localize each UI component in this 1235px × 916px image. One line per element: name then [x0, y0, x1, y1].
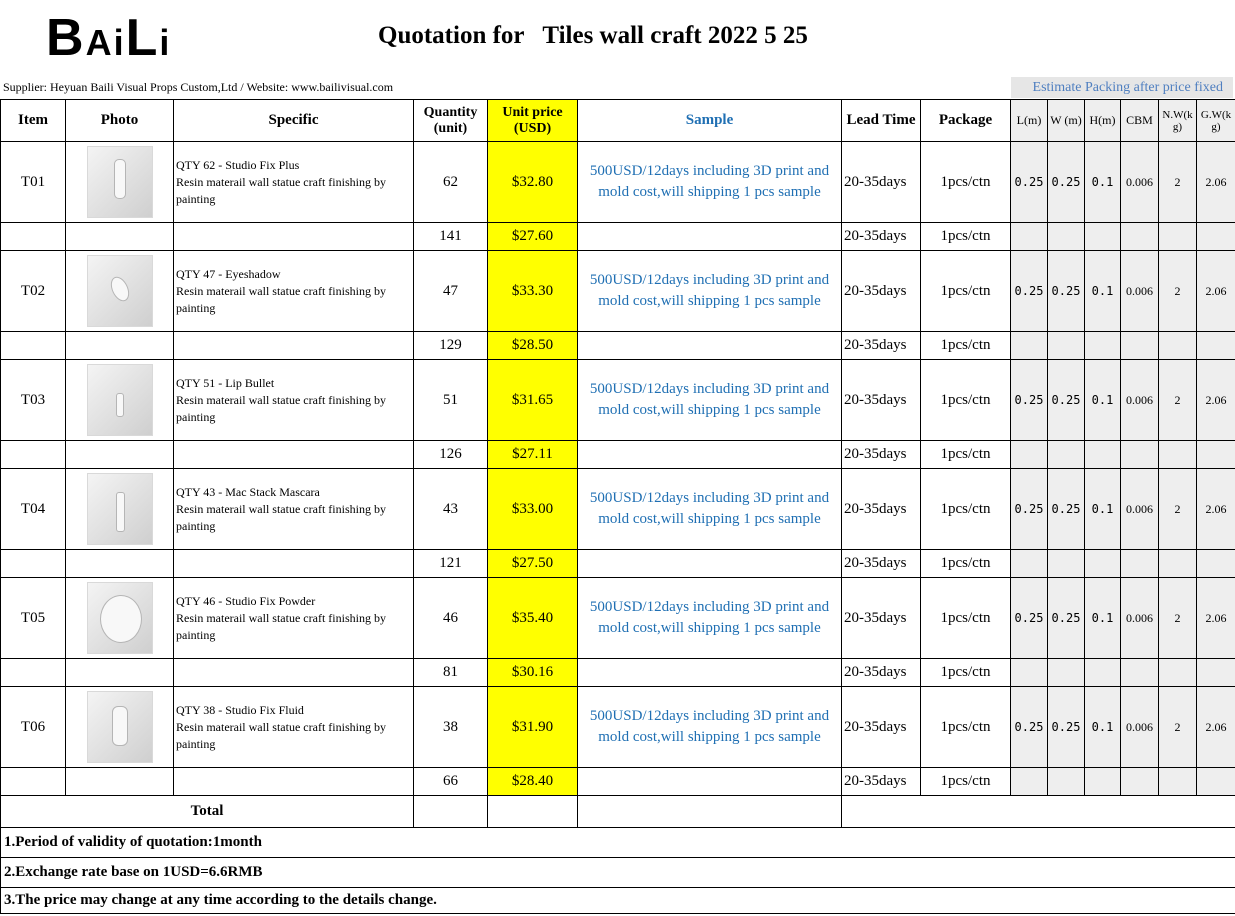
empty-cell	[1121, 332, 1159, 360]
product-photo	[66, 578, 174, 659]
net-weight-cell: 2	[1159, 360, 1197, 441]
note-row	[1, 858, 1235, 888]
empty-cell	[174, 441, 414, 469]
product-desc: Resin materail wall statue craft finishing by painting	[176, 392, 386, 424]
table-row-sub	[1, 659, 1235, 687]
unit-price-cell-2: $27.60	[488, 223, 578, 251]
unit-price-cell-2: $30.16	[488, 659, 578, 687]
length-cell: 0.25	[1011, 142, 1048, 223]
empty-cell	[1121, 441, 1159, 469]
gross-weight-cell: 2.06	[1197, 469, 1235, 550]
empty-cell	[1121, 659, 1159, 687]
product-name: QTY 43 - Mac Stack Mascara	[176, 484, 320, 499]
col-lead-time: Lead Time	[842, 100, 921, 142]
length-cell: 0.25	[1011, 251, 1048, 332]
package-cell-2: 1pcs/ctn	[921, 768, 1011, 796]
empty-cell	[1159, 550, 1197, 578]
net-weight-cell: 2	[1159, 251, 1197, 332]
cbm-cell: 0.006	[1121, 251, 1159, 332]
quantity-cell: 43	[414, 469, 488, 550]
height-cell: 0.1	[1085, 251, 1121, 332]
package-cell: 1pcs/ctn	[921, 469, 1011, 550]
empty-cell	[1197, 223, 1235, 251]
empty-cell	[578, 659, 842, 687]
total-quantity	[414, 796, 488, 828]
quantity-cell: 51	[414, 360, 488, 441]
quotation-table	[0, 99, 1235, 914]
product-desc: Resin materail wall statue craft finishing by painting	[176, 283, 386, 315]
empty-cell	[1197, 659, 1235, 687]
empty-cell	[1, 659, 66, 687]
product-spec	[174, 578, 414, 659]
empty-cell	[66, 659, 174, 687]
quantity-cell: 47	[414, 251, 488, 332]
empty-cell	[1085, 223, 1121, 251]
product-photo	[66, 469, 174, 550]
product-desc: Resin materail wall statue craft finishing by painting	[176, 719, 386, 751]
empty-cell	[1048, 659, 1085, 687]
quantity-cell: 38	[414, 687, 488, 768]
net-weight-cell: 2	[1159, 142, 1197, 223]
table-row-sub	[1, 223, 1235, 251]
empty-cell	[1, 223, 66, 251]
empty-cell	[1011, 768, 1048, 796]
package-cell-2: 1pcs/ctn	[921, 441, 1011, 469]
width-cell: 0.25	[1048, 578, 1085, 659]
width-cell: 0.25	[1048, 469, 1085, 550]
item-code: T03	[1, 360, 66, 441]
empty-cell	[578, 550, 842, 578]
empty-cell	[66, 332, 174, 360]
empty-cell	[1085, 550, 1121, 578]
unit-price-cell: $32.80	[488, 142, 578, 223]
empty-cell	[1159, 441, 1197, 469]
empty-cell	[66, 223, 174, 251]
note-row	[1, 888, 1235, 914]
cbm-cell: 0.006	[1121, 578, 1159, 659]
fluid-bottle-icon	[87, 691, 153, 763]
col-unit-price: Unit price (USD)	[488, 100, 578, 142]
product-photo	[66, 251, 174, 332]
empty-cell	[1197, 332, 1235, 360]
gross-weight-cell: 2.06	[1197, 142, 1235, 223]
table-row	[1, 360, 1235, 441]
sample-cell: 500USD/12days including 3D print and mold cost,will shipping 1 pcs sample	[578, 469, 842, 550]
unit-price-cell-2: $27.50	[488, 550, 578, 578]
empty-cell	[174, 768, 414, 796]
length-cell: 0.25	[1011, 578, 1048, 659]
height-cell: 0.1	[1085, 360, 1121, 441]
product-spec	[174, 687, 414, 768]
lead-time-cell: 20-35days	[842, 360, 921, 441]
page-title: Quotation for Tiles wall craft 2022 5 25	[378, 22, 808, 49]
gross-weight-cell: 2.06	[1197, 251, 1235, 332]
header-row	[1, 100, 1235, 142]
empty-cell	[1159, 659, 1197, 687]
col-width: W (m)	[1048, 100, 1085, 142]
col-package: Package	[921, 100, 1011, 142]
product-name: QTY 62 - Studio Fix Plus	[176, 157, 300, 172]
empty-cell	[1011, 550, 1048, 578]
package-cell-2: 1pcs/ctn	[921, 659, 1011, 687]
product-desc: Resin materail wall statue craft finishing by painting	[176, 501, 386, 533]
empty-cell	[1121, 550, 1159, 578]
mascara-icon	[87, 473, 153, 545]
gross-weight-cell: 2.06	[1197, 687, 1235, 768]
lead-time-cell-2: 20-35days	[842, 550, 921, 578]
table-row-sub	[1, 550, 1235, 578]
sample-cell: 500USD/12days including 3D print and mold cost,will shipping 1 pcs sample	[578, 251, 842, 332]
empty-cell	[1048, 550, 1085, 578]
col-photo: Photo	[66, 100, 174, 142]
sample-cell: 500USD/12days including 3D print and mold cost,will shipping 1 pcs sample	[578, 578, 842, 659]
quantity-cell-2: 81	[414, 659, 488, 687]
supplier-info: Supplier: Heyuan Baili Visual Props Custom,Ltd / Website: www.bailivisual.com	[3, 80, 394, 94]
unit-price-cell-2: $28.40	[488, 768, 578, 796]
note-exchange-rate: 2.Exchange rate base on 1USD=6.6RMB	[1, 858, 1235, 888]
package-cell: 1pcs/ctn	[921, 687, 1011, 768]
empty-cell	[578, 332, 842, 360]
sample-cell: 500USD/12days including 3D print and mold cost,will shipping 1 pcs sample	[578, 687, 842, 768]
net-weight-cell: 2	[1159, 469, 1197, 550]
quantity-cell-2: 129	[414, 332, 488, 360]
lead-time-cell: 20-35days	[842, 469, 921, 550]
height-cell: 0.1	[1085, 142, 1121, 223]
product-spec	[174, 251, 414, 332]
item-code: T05	[1, 578, 66, 659]
empty-cell	[1159, 768, 1197, 796]
table-row-sub	[1, 332, 1235, 360]
document-header	[0, 0, 1235, 100]
empty-cell	[1048, 223, 1085, 251]
table-row	[1, 687, 1235, 768]
col-cbm: CBM	[1121, 100, 1159, 142]
total-label: Total	[1, 796, 414, 828]
empty-cell	[1197, 441, 1235, 469]
length-cell: 0.25	[1011, 360, 1048, 441]
package-cell: 1pcs/ctn	[921, 142, 1011, 223]
cbm-cell: 0.006	[1121, 360, 1159, 441]
empty-cell	[1, 332, 66, 360]
net-weight-cell: 2	[1159, 578, 1197, 659]
lead-time-cell-2: 20-35days	[842, 223, 921, 251]
empty-cell	[174, 223, 414, 251]
lipstick-icon	[87, 364, 153, 436]
product-spec	[174, 469, 414, 550]
empty-cell	[1085, 659, 1121, 687]
empty-cell	[1, 441, 66, 469]
product-spec	[174, 142, 414, 223]
width-cell: 0.25	[1048, 142, 1085, 223]
unit-price-cell: $31.65	[488, 360, 578, 441]
empty-cell	[1121, 768, 1159, 796]
cbm-cell: 0.006	[1121, 469, 1159, 550]
lead-time-cell: 20-35days	[842, 251, 921, 332]
quantity-cell-2: 66	[414, 768, 488, 796]
product-desc: Resin materail wall statue craft finishing by painting	[176, 174, 386, 206]
table-row-sub	[1, 768, 1235, 796]
col-net-weight: N.W(kg)	[1159, 100, 1197, 142]
empty-cell	[1, 768, 66, 796]
empty-cell	[578, 768, 842, 796]
col-height: H(m)	[1085, 100, 1121, 142]
item-code: T06	[1, 687, 66, 768]
table-row	[1, 251, 1235, 332]
quantity-cell: 46	[414, 578, 488, 659]
gross-weight-cell: 2.06	[1197, 360, 1235, 441]
product-photo	[66, 360, 174, 441]
package-cell-2: 1pcs/ctn	[921, 550, 1011, 578]
col-specific: Specific	[174, 100, 414, 142]
col-length: L(m)	[1011, 100, 1048, 142]
product-name: QTY 51 - Lip Bullet	[176, 375, 275, 390]
empty-cell	[578, 223, 842, 251]
empty-cell	[1085, 332, 1121, 360]
empty-cell	[1048, 441, 1085, 469]
empty-cell	[1121, 223, 1159, 251]
total-row	[1, 796, 1235, 828]
col-gross-weight: G.W(kg)	[1197, 100, 1235, 142]
product-desc: Resin materail wall statue craft finishing by painting	[176, 610, 386, 642]
empty-cell	[1, 550, 66, 578]
empty-cell	[1048, 332, 1085, 360]
product-name: QTY 47 - Eyeshadow	[176, 266, 281, 281]
empty-cell	[1197, 550, 1235, 578]
compact-powder-icon	[87, 582, 153, 654]
height-cell: 0.1	[1085, 687, 1121, 768]
eyeshadow-icon	[87, 255, 153, 327]
package-cell-2: 1pcs/ctn	[921, 223, 1011, 251]
empty-cell	[1048, 768, 1085, 796]
empty-cell	[66, 768, 174, 796]
gross-weight-cell: 2.06	[1197, 578, 1235, 659]
lead-time-cell-2: 20-35days	[842, 659, 921, 687]
empty-cell	[578, 441, 842, 469]
empty-cell	[66, 550, 174, 578]
product-spec	[174, 360, 414, 441]
empty-cell	[1197, 768, 1235, 796]
product-photo	[66, 142, 174, 223]
length-cell: 0.25	[1011, 469, 1048, 550]
note-price-change: 3.The price may change at any time according to the details change.	[1, 888, 1235, 914]
bottle-icon	[87, 146, 153, 218]
lead-time-cell-2: 20-35days	[842, 768, 921, 796]
height-cell: 0.1	[1085, 469, 1121, 550]
table-row	[1, 578, 1235, 659]
empty-cell	[66, 441, 174, 469]
unit-price-cell: $33.30	[488, 251, 578, 332]
sample-cell: 500USD/12days including 3D print and mold cost,will shipping 1 pcs sample	[578, 142, 842, 223]
item-code: T04	[1, 469, 66, 550]
unit-price-cell: $33.00	[488, 469, 578, 550]
col-item: Item	[1, 100, 66, 142]
total-price	[488, 796, 578, 828]
quantity-cell: 62	[414, 142, 488, 223]
empty-cell	[174, 659, 414, 687]
unit-price-cell: $31.90	[488, 687, 578, 768]
col-sample: Sample	[578, 100, 842, 142]
note-validity: 1.Period of validity of quotation:1month	[1, 828, 1235, 858]
width-cell: 0.25	[1048, 251, 1085, 332]
package-cell: 1pcs/ctn	[921, 578, 1011, 659]
col-quantity: Quantity (unit)	[414, 100, 488, 142]
package-cell: 1pcs/ctn	[921, 251, 1011, 332]
product-name: QTY 46 - Studio Fix Powder	[176, 593, 316, 608]
note-row	[1, 828, 1235, 858]
package-cell-2: 1pcs/ctn	[921, 332, 1011, 360]
empty-cell	[1011, 659, 1048, 687]
unit-price-cell-2: $28.50	[488, 332, 578, 360]
table-row-sub	[1, 441, 1235, 469]
table-row	[1, 469, 1235, 550]
unit-price-cell: $35.40	[488, 578, 578, 659]
product-name: QTY 38 - Studio Fix Fluid	[176, 702, 304, 717]
length-cell: 0.25	[1011, 687, 1048, 768]
empty-cell	[1011, 332, 1048, 360]
lead-time-cell: 20-35days	[842, 687, 921, 768]
cbm-cell: 0.006	[1121, 142, 1159, 223]
baili-logo: BAiLi	[46, 9, 172, 67]
quantity-cell-2: 141	[414, 223, 488, 251]
empty-cell	[1159, 223, 1197, 251]
empty-cell	[174, 332, 414, 360]
total-rest	[842, 796, 1235, 828]
lead-time-cell-2: 20-35days	[842, 332, 921, 360]
total-sample	[578, 796, 842, 828]
item-code: T01	[1, 142, 66, 223]
lead-time-cell: 20-35days	[842, 578, 921, 659]
empty-cell	[1085, 768, 1121, 796]
sample-cell: 500USD/12days including 3D print and mold cost,will shipping 1 pcs sample	[578, 360, 842, 441]
lead-time-cell: 20-35days	[842, 142, 921, 223]
height-cell: 0.1	[1085, 578, 1121, 659]
item-code: T02	[1, 251, 66, 332]
net-weight-cell: 2	[1159, 687, 1197, 768]
empty-cell	[1085, 441, 1121, 469]
empty-cell	[1011, 441, 1048, 469]
width-cell: 0.25	[1048, 687, 1085, 768]
product-photo	[66, 687, 174, 768]
empty-cell	[1011, 223, 1048, 251]
quantity-cell-2: 126	[414, 441, 488, 469]
quantity-cell-2: 121	[414, 550, 488, 578]
table-row	[1, 142, 1235, 223]
lead-time-cell-2: 20-35days	[842, 441, 921, 469]
package-cell: 1pcs/ctn	[921, 360, 1011, 441]
width-cell: 0.25	[1048, 360, 1085, 441]
empty-cell	[174, 550, 414, 578]
cbm-cell: 0.006	[1121, 687, 1159, 768]
empty-cell	[1159, 332, 1197, 360]
unit-price-cell-2: $27.11	[488, 441, 578, 469]
estimate-packing-note: Estimate Packing after price fixed	[1011, 77, 1233, 98]
